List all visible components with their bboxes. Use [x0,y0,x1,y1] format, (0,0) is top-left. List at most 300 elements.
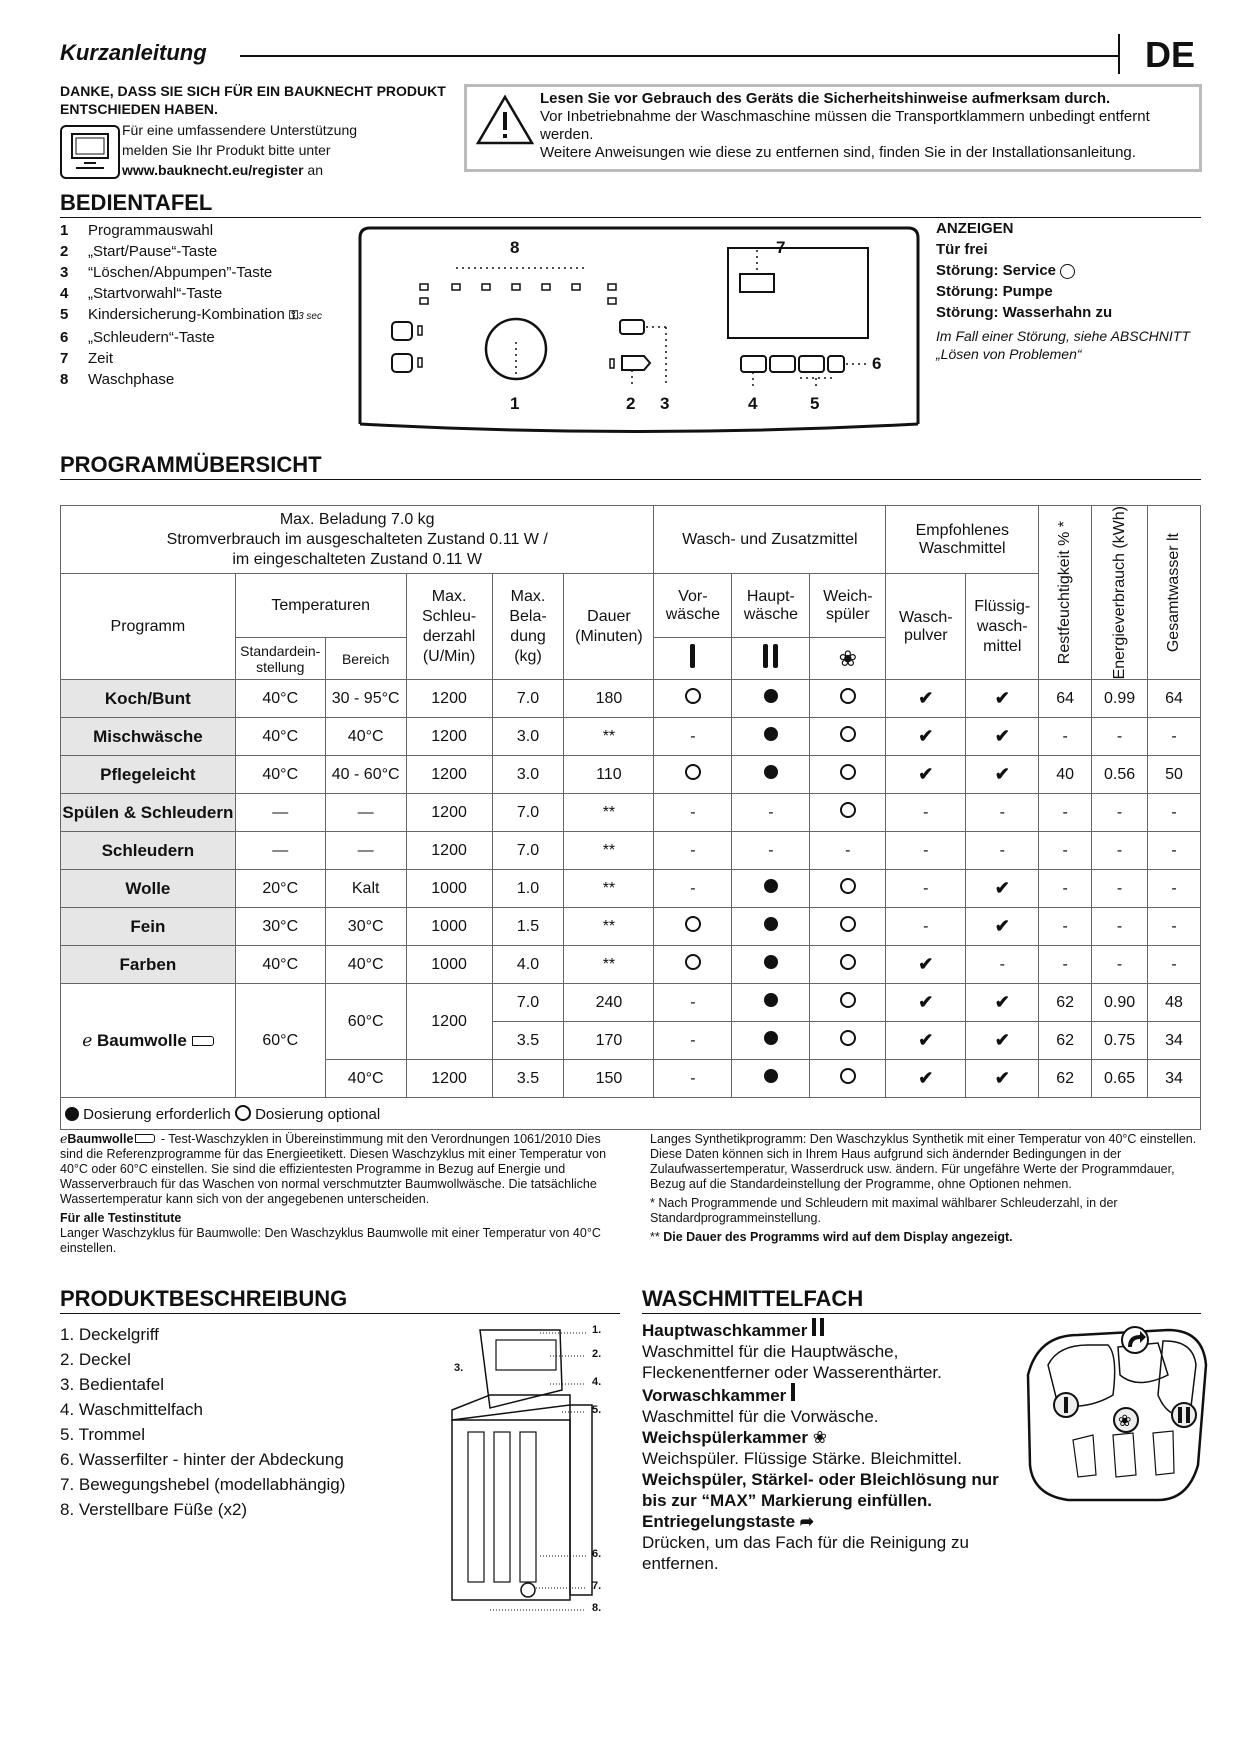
haupt-heading: Hauptwaschkammer [642,1321,808,1340]
cell-std: — [235,794,325,832]
cell-haupt [732,680,810,718]
cell-lt: 48 [1148,984,1201,1022]
hauptwaesche-icon [732,638,810,680]
eco-icon: ℯ [82,1030,93,1050]
section-waschmittel-title: WASCHMITTELFACH [642,1286,864,1311]
anzeigen-title: ANZEIGEN [936,220,1014,237]
cell-vor: - [654,1022,732,1060]
callout-2: 2. [592,1348,602,1360]
lock-icon: ⚿ [288,308,299,322]
check-icon: ✔ [994,726,1010,747]
cell-bereich: 40°C [325,718,406,756]
filled-dot-icon [764,879,778,893]
cell-fl [966,908,1039,946]
energie-header: Energieverbrauch (kWh) [1092,506,1148,680]
register-line-2: melden Sie Ihr Produkt bitte unter [122,142,331,158]
cell-haupt [732,946,810,984]
cell-kwh: - [1092,946,1148,984]
check-icon: ✔ [994,916,1010,937]
list-item: 7. Bewegungshebel (modellabhängig) [60,1475,346,1494]
cell-weich [810,870,886,908]
check-icon: ✔ [918,1068,934,1089]
cell-bereich: 40°C [325,1060,406,1098]
anzeige-item: Störung: Wasserhahn zu [936,304,1113,321]
anzeigen-block [936,218,1216,363]
cell-bereich: Kalt [325,870,406,908]
cell-std: 40°C [235,756,325,794]
check-icon: ✔ [918,954,934,975]
header-divider [1118,34,1120,74]
cell-kg: 7.0 [492,680,564,718]
cell-name: Spülen & Schleudern [61,794,236,832]
callout-7: 7 [776,238,786,257]
cell-haupt [732,984,810,1022]
open-dot-icon [840,688,856,704]
weich-warning: Weichspüler, Stärkel- oder Bleichlösung nur bis zur “MAX” Markierung einfüllen. [642,1470,999,1510]
service-icon [1060,264,1075,279]
cell-kg: 3.0 [492,718,564,756]
cell-lt: - [1148,870,1201,908]
callout-6: 6. [592,1548,602,1560]
cell-vor: - [654,794,732,832]
cell-lt: - [1148,718,1201,756]
cell-rest: 62 [1039,1022,1092,1060]
vor-text: Waschmittel für die Vorwäsche. [642,1407,879,1426]
col-bereich: Bereich [325,638,406,680]
produkt-list [60,1322,440,1522]
table-row [61,794,1201,832]
check-icon: ✔ [994,992,1010,1013]
section-bedientafel-title: BEDIENTAFEL [60,190,213,215]
rect-icon [192,1036,214,1046]
cell-kwh: 0.90 [1092,984,1148,1022]
cell-fl [966,1060,1039,1098]
cell-kwh: 0.56 [1092,756,1148,794]
cell-rest: - [1039,946,1092,984]
computer-icon [60,125,120,179]
cell-dauer: 110 [564,756,654,794]
cell-dauer: 170 [564,1022,654,1060]
cell-u: 1200 [406,832,492,870]
check-icon: ✔ [994,1068,1010,1089]
cell-pulver [886,756,966,794]
cell-pulver: - [886,870,966,908]
cell-kg: 1.0 [492,870,564,908]
cell-kg: 3.5 [492,1022,564,1060]
cell-vor [654,756,732,794]
open-dot-icon [840,878,856,894]
check-icon: ✔ [918,726,934,747]
cell-vor [654,946,732,984]
check-icon: ✔ [994,688,1010,709]
cell-haupt: - [732,794,810,832]
detergent-drawer-illustration [1018,1315,1218,1515]
col-fluessig: Flüssig-wasch-mittel [966,574,1039,680]
cell-fl [966,718,1039,756]
cell-std: 40°C [235,946,325,984]
register-text [122,120,422,180]
table-row [61,756,1201,794]
cell-kg: 3.0 [492,756,564,794]
cell-name: Koch/Bunt [61,680,236,718]
cell-pulver [886,718,966,756]
cell-kg: 4.0 [492,946,564,984]
entriegel-heading: Entriegelungstaste [642,1512,796,1531]
anzeigen-note: Im Fall einer Störung, siehe ABSCHNITT „Lösen von Problemen“ [936,328,1190,362]
cell-name: Mischwäsche [61,718,236,756]
filled-dot-icon [764,1031,778,1045]
cell-dauer: 180 [564,680,654,718]
filled-dot-icon [764,955,778,969]
open-dot-icon [840,1068,856,1084]
open-dot-icon [840,992,856,1008]
flower-icon: ❀ [812,1428,827,1447]
cell-rest: - [1039,718,1092,756]
cell-std: — [235,832,325,870]
cell-rest: - [1039,832,1092,870]
cell-weich [810,680,886,718]
open-dot-icon [840,1030,856,1046]
wasser-header: Gesamtwasser lt [1148,506,1201,680]
cell-pulver [886,1060,966,1098]
cell-vor: - [654,718,732,756]
section-rule [60,1313,620,1314]
cell-u: 1200 [406,1060,492,1098]
cell-kwh: - [1092,794,1148,832]
table-row [61,832,1201,870]
cell-pulver: - [886,832,966,870]
cell-pulver [886,680,966,718]
cell-name: Wolle [61,870,236,908]
washer-illustration [450,1320,620,1620]
table-row [61,718,1201,756]
callout-1: 1. [592,1324,602,1336]
callout-8: 8 [510,238,520,257]
cell-lt: 34 [1148,1022,1201,1060]
table-row [61,946,1201,984]
cell-kg: 1.5 [492,908,564,946]
open-dot-icon [840,764,856,780]
callout-3: 3 [660,394,670,413]
cell-rest: - [1039,908,1092,946]
vorwaesche-icon [654,638,732,680]
callout-5: 5. [592,1404,602,1416]
warning-text [540,90,1190,162]
cell-fl: - [966,946,1039,984]
list-item: 5 Kindersicherung-Kombination ⚿3 sec [60,306,322,323]
cell-vor: - [654,832,732,870]
open-dot-icon [685,688,701,704]
cell-pulver: - [886,908,966,946]
cell-haupt [732,718,810,756]
col-schleuder: Max. Schleu-derzahl (U/Min) [406,574,492,680]
cell-std: 40°C [235,718,325,756]
cell-rest: 40 [1039,756,1092,794]
check-icon: ✔ [918,1030,934,1051]
col-programm: Programm [61,574,236,680]
svg-text:❀: ❀ [1118,1411,1132,1430]
table-row [61,680,1201,718]
list-item: 4 „Startvorwahl“-Taste [60,285,223,302]
open-dot-icon [685,916,701,932]
cell-kg: 7.0 [492,832,564,870]
filled-dot-icon [764,917,778,931]
vorwaesche-icon [791,1383,795,1401]
language-code: DE [1145,34,1196,75]
cell-bereich: — [325,794,406,832]
cell-std: 30°C [235,908,325,946]
bedientafel-list [60,220,360,390]
weich-heading: Weichspülerkammer [642,1428,808,1447]
cell-dauer: ** [564,946,654,984]
callout-4: 4 [748,394,758,413]
cell-weich [810,1060,886,1098]
cell-name: ℯ Baumwolle [61,984,236,1098]
cell-bereich: 30°C [325,908,406,946]
filled-dot-icon [764,689,778,703]
cell-fl [966,870,1039,908]
empfohlen-header: Empfohlenes Waschmittel [886,506,1039,574]
table-row [61,908,1201,946]
thanks-text: DANKE, DASS SIE SICH FÜR EIN BAUKNECHT PRODUKT ENTSCHIEDEN HABEN. [60,83,446,117]
cell-dauer: 240 [564,984,654,1022]
cell-name: Fein [61,908,236,946]
list-item: 5. Trommel [60,1425,146,1444]
cell-bereich: — [325,832,406,870]
cell-weich [810,908,886,946]
list-item: 7 Zeit [60,350,114,367]
cell-kg: 7.0 [492,984,564,1022]
cell-weich [810,794,886,832]
warning-line-3: Weitere Anweisungen wie diese zu entfernen sind, finden Sie in der Installationsanleitung. [540,144,1136,161]
cell-haupt [732,870,810,908]
legend: Dosierung erforderlich Dosierung optional [61,1098,1201,1130]
program-table [60,505,1201,1130]
open-dot-icon [840,954,856,970]
cell-fl: - [966,794,1039,832]
cell-haupt [732,756,810,794]
cell-name: Farben [61,946,236,984]
cell-kwh: - [1092,832,1148,870]
cell-lt: - [1148,946,1201,984]
callout-1: 1 [510,394,520,413]
filled-dot-icon [65,1107,79,1121]
callout-6: 6 [872,354,882,373]
cell-u: 1200 [406,794,492,832]
register-line-1: Für eine umfassendere Unterstützung [122,122,358,138]
cell-haupt: - [732,832,810,870]
table-row [61,870,1201,908]
section-programm-title: PROGRAMMÜBERSICHT [60,452,322,477]
warning-line-2: Vor Inbetriebnahme der Waschmaschine müssen die Transportklammern unbedingt entfernt werden. [540,108,1150,143]
cell-name: Pflegeleicht [61,756,236,794]
cell-kwh: - [1092,870,1148,908]
cell-weich [810,756,886,794]
cell-fl [966,680,1039,718]
list-item: 8. Verstellbare Füße (x2) [60,1500,248,1519]
filled-dot-icon [764,765,778,779]
callout-3: 3. [454,1362,464,1374]
check-icon: ✔ [918,992,934,1013]
col-dauer: Dauer (Minuten) [564,574,654,680]
callout-8: 8. [592,1602,602,1614]
cell-bereich: 30 - 95°C [325,680,406,718]
list-item: 1. Deckelgriff [60,1325,159,1344]
vor-heading: Vorwaschkammer [642,1386,787,1405]
open-dot-icon [685,764,701,780]
cell-bereich: 40 - 60°C [325,756,406,794]
entriegel-text: Drücken, um das Fach für die Reinigung zu entfernen. [642,1533,969,1573]
register-url[interactable]: www.bauknecht.eu/register [122,162,304,178]
open-dot-icon [840,726,856,742]
cell-kg: 3.5 [492,1060,564,1098]
col-vorwaesche: Vor-wäsche [654,574,732,638]
table-row [61,984,1201,1022]
haupt-text: Waschmittel für die Hauptwäsche, Fleckenentferner oder Wasserenthärter. [642,1342,942,1382]
header-rule [240,55,1120,57]
cell-fl: - [966,832,1039,870]
cell-fl [966,984,1039,1022]
cell-std: 20°C [235,870,325,908]
list-item: 4. Waschmittelfach [60,1400,203,1419]
cell-rest: 62 [1039,984,1092,1022]
list-item: 6. Wasserfilter - hinter der Abdeckung [60,1450,344,1469]
page-title: Kurzanleitung [60,40,207,65]
cell-weich [810,984,886,1022]
cell-kwh: 0.65 [1092,1060,1148,1098]
list-item: 2 „Start/Pause“-Taste [60,243,218,260]
cell-pulver [886,1022,966,1060]
open-dot-icon [840,802,856,818]
cell-u: 1200 [406,680,492,718]
col-standard: Standardein-stellung [235,638,325,680]
cell-haupt [732,908,810,946]
cell-rest: - [1039,870,1092,908]
cell-rest: 62 [1039,1060,1092,1098]
weich-text: Weichspüler. Flüssige Stärke. Bleichmittel. [642,1449,962,1468]
cell-kwh: 0.75 [1092,1022,1148,1060]
cell-lt: 50 [1148,756,1201,794]
filled-dot-icon [764,1069,778,1083]
anzeige-item: Störung: Pumpe [936,283,1053,300]
cell-u: 1000 [406,946,492,984]
cell-lt: 34 [1148,1060,1201,1098]
anzeige-item: Tür frei [936,241,988,258]
check-icon: ✔ [994,878,1010,899]
cell-dauer: ** [564,832,654,870]
check-icon: ✔ [918,688,934,709]
cell-dauer: ** [564,794,654,832]
section-rule [60,479,1201,480]
warning-bold: Lesen Sie vor Gebrauch des Geräts die Sicherheitshinweise aufmerksam durch. [540,90,1111,107]
cell-lt: - [1148,794,1201,832]
cell-bereich: 40°C [325,946,406,984]
check-icon: ✔ [918,764,934,785]
control-panel-diagram [356,224,922,436]
cell-pulver [886,984,966,1022]
filled-dot-icon [764,993,778,1007]
check-icon: ✔ [994,764,1010,785]
cell-u: 1200 [406,756,492,794]
hauptwaesche-icon [812,1318,816,1336]
cell-name: Schleudern [61,832,236,870]
callout-7: 7. [592,1580,602,1592]
cell-vor: - [654,1060,732,1098]
flower-icon: ❀ [810,638,886,680]
register-suffix: an [303,162,323,178]
col-temperaturen: Temperaturen [235,574,406,638]
open-dot-icon [840,916,856,932]
cell-dauer: ** [564,718,654,756]
cell-haupt [732,1060,810,1098]
cell-std: 60°C [235,984,325,1098]
cell-vor: - [654,870,732,908]
cell-weich [810,1022,886,1060]
cell-u: 1000 [406,908,492,946]
cell-dauer: ** [564,908,654,946]
cell-weich [810,946,886,984]
cell-dauer: ** [564,870,654,908]
cell-bereich: 60°C [325,984,406,1060]
cell-kwh: 0.99 [1092,680,1148,718]
lock-hint: 3 sec [298,311,322,322]
rect-icon [135,1134,155,1143]
waschmittel-text [642,1318,1017,1574]
cell-kwh: - [1092,908,1148,946]
cell-vor [654,908,732,946]
list-item: 3. Bedientafel [60,1375,164,1394]
cell-lt: - [1148,832,1201,870]
cell-pulver [886,946,966,984]
notes-right: Langes Synthetikprogramm: Den Waschzyklus Synthetik mit einer Temperatur von 40°C einstellen. Diese Daten können sich in Ihrem Haus aufgrund sich ändernder Bedingungen in der Zulaufwassertemperatur, Wasserdruck usw. ändern. Für ungefähre Werte der Programmdauer, Bezug auf die Standardeinstellung der Programme, ohne Optionen nehmen. * Nach Programmende und Schleudern mit maximal wählbarer Schleuderzahl, in der Standardprogrammeinstellung. ** Die Dauer des Programms wird auf dem Display angezeigt. [650,1132,1197,1244]
cell-kwh: - [1092,718,1148,756]
cell-vor: - [654,984,732,1022]
load-header: Max. Beladung 7.0 kg Stromverbrauch im ausgeschalteten Zustand 0.11 W / im eingeschalteten Zustand 0.11 W [61,506,654,574]
cell-haupt [732,1022,810,1060]
callout-5: 5 [810,394,820,413]
cell-rest: 64 [1039,680,1092,718]
eco-icon: ℯ [60,1132,68,1146]
arrow-icon: ➦ [799,1512,815,1531]
cell-weich: - [810,832,886,870]
cell-fl [966,1022,1039,1060]
cell-kg: 7.0 [492,794,564,832]
cell-weich [810,718,886,756]
cell-lt: 64 [1148,680,1201,718]
restfeuchte-header: Restfeuchtigkeit % * [1039,506,1092,680]
callout-2: 2 [626,394,636,413]
cell-std: 40°C [235,680,325,718]
cell-vor [654,680,732,718]
col-weichspueler: Weich-spüler [810,574,886,638]
list-item: 1 Programmauswahl [60,222,214,239]
callout-4: 4. [592,1376,602,1388]
col-waschpulver: Wasch-pulver [886,574,966,680]
check-icon: ✔ [994,1030,1010,1051]
warning-icon [475,94,535,146]
cell-pulver: - [886,794,966,832]
open-dot-icon [685,954,701,970]
notes-left: ℯBaumwolle - Test-Waschzyklen in Übereinstimmung mit den Verordnungen 1061/2010 Dies sind die Referenzprogramme für das Energieetikett. Diesen Waschzyklus mit einer Temperatur von 40°C oder 60°C einstellen. Sie sind die effizientesten Programme in Bezug auf Energie und Wasserverbrauch für das Waschen von normal verschmutzter Baumwollwäsche. Die tatsächliche Wassertemperatur kann sich von der angegebenen unterscheiden. Für alle Testinstitute Langer Waschzyklus für Baumwolle: Den Waschzyklus Baumwolle mit einer Temperatur von 40°C einstellen. [60,1132,607,1255]
col-hauptwaesche: Haupt-wäsche [732,574,810,638]
cell-u: 1000 [406,870,492,908]
cell-u: 1200 [406,718,492,756]
wasch-header: Wasch- und Zusatzmittel [654,506,886,574]
cell-u: 1200 [406,984,492,1060]
section-produkt-title: PRODUKTBESCHREIBUNG [60,1286,348,1311]
list-item: 2. Deckel [60,1350,131,1369]
cell-dauer: 150 [564,1060,654,1098]
